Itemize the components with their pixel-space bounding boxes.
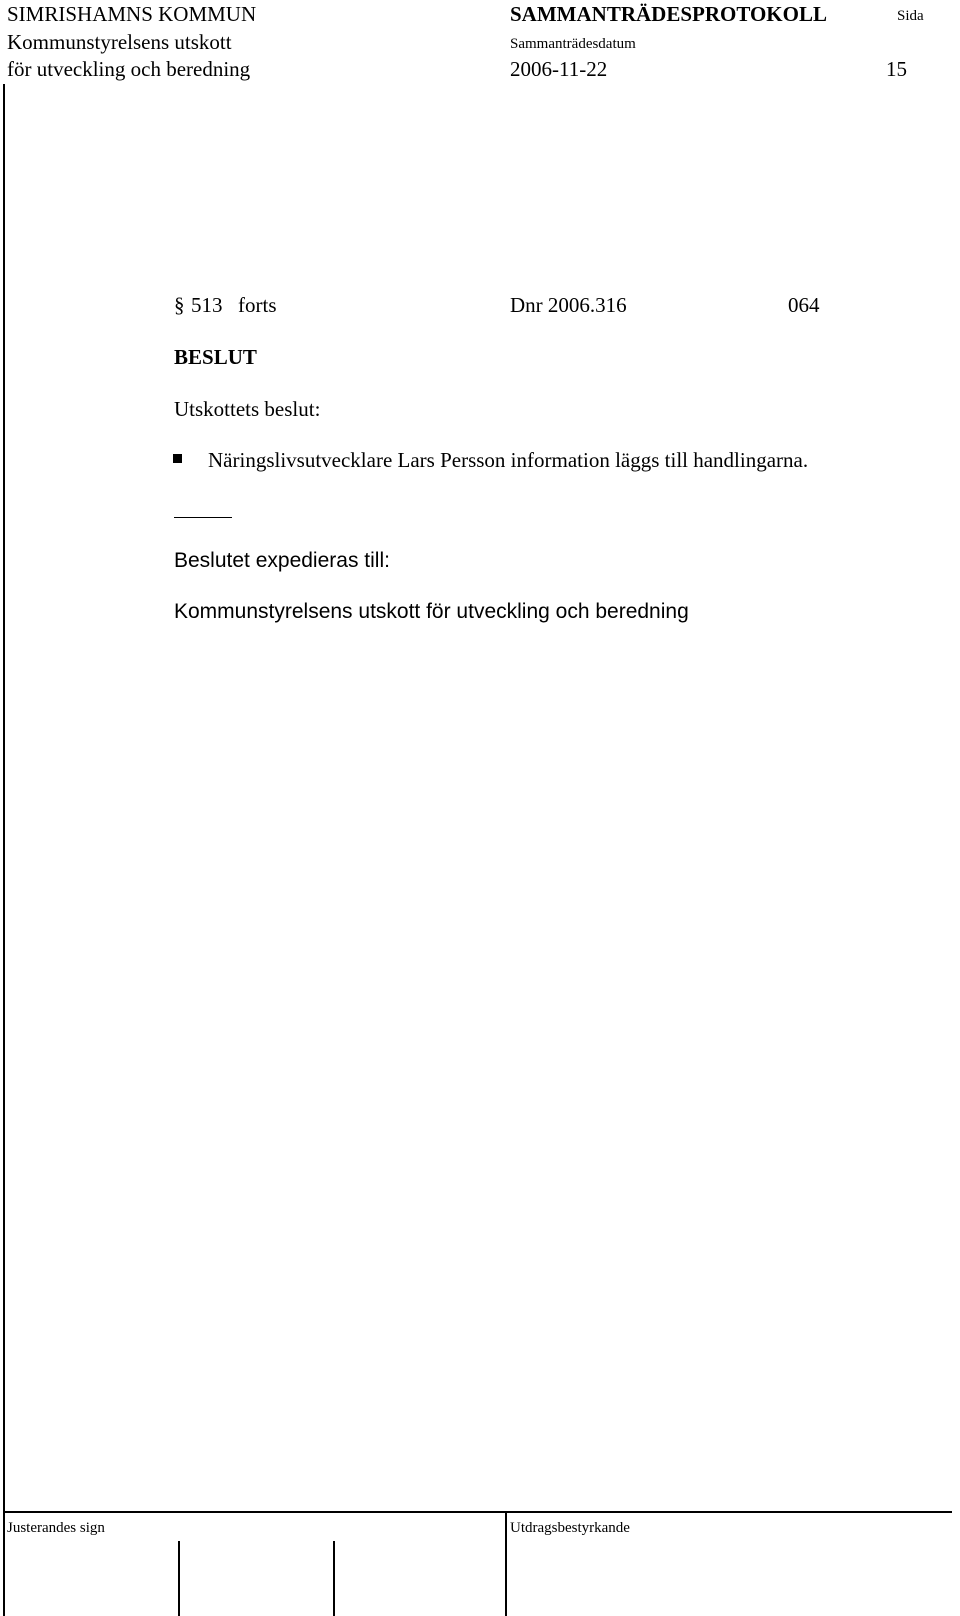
diary-number: Dnr 2006.316 <box>510 293 627 317</box>
committee-name-line1: Kommunstyrelsens utskott <box>7 30 232 54</box>
signature-box-divider-3 <box>505 1513 507 1616</box>
page-frame-left-border <box>3 84 5 1616</box>
document-type: SAMMANTRÄDESPROTOKOLL <box>510 2 827 26</box>
page-number: 15 <box>886 57 907 81</box>
date-label: Sammanträdesdatum <box>510 36 636 52</box>
signature-box-divider-1 <box>178 1541 180 1616</box>
distribution-recipient: Kommunstyrelsens utskott för utveckling och beredning <box>174 600 689 623</box>
section-suffix: forts <box>238 293 277 317</box>
footer-certification-label: Utdragsbestyrkande <box>510 1520 630 1536</box>
section-symbol: § <box>174 293 185 317</box>
decision-heading: BESLUT <box>174 345 257 369</box>
archive-code: 064 <box>788 293 820 317</box>
decision-bullet-text: Näringslivsutvecklare Lars Persson information läggs till handlingarna. <box>208 448 809 472</box>
meeting-date: 2006-11-22 <box>510 57 608 81</box>
committee-name-line2: för utveckling och beredning <box>7 57 251 81</box>
square-bullet-icon <box>173 454 182 463</box>
municipality-name: SIMRISHAMNS KOMMUN <box>7 2 257 26</box>
footer-signature-label: Justerandes sign <box>7 1520 105 1536</box>
section-number: 513 <box>191 293 223 317</box>
signature-box-divider-2 <box>333 1541 335 1616</box>
footer-top-border <box>3 1511 952 1513</box>
distribution-label: Beslutet expedieras till: <box>174 549 390 572</box>
decision-intro: Utskottets beslut: <box>174 397 321 421</box>
page-label: Sida <box>897 8 924 24</box>
separator-rule <box>174 517 232 518</box>
